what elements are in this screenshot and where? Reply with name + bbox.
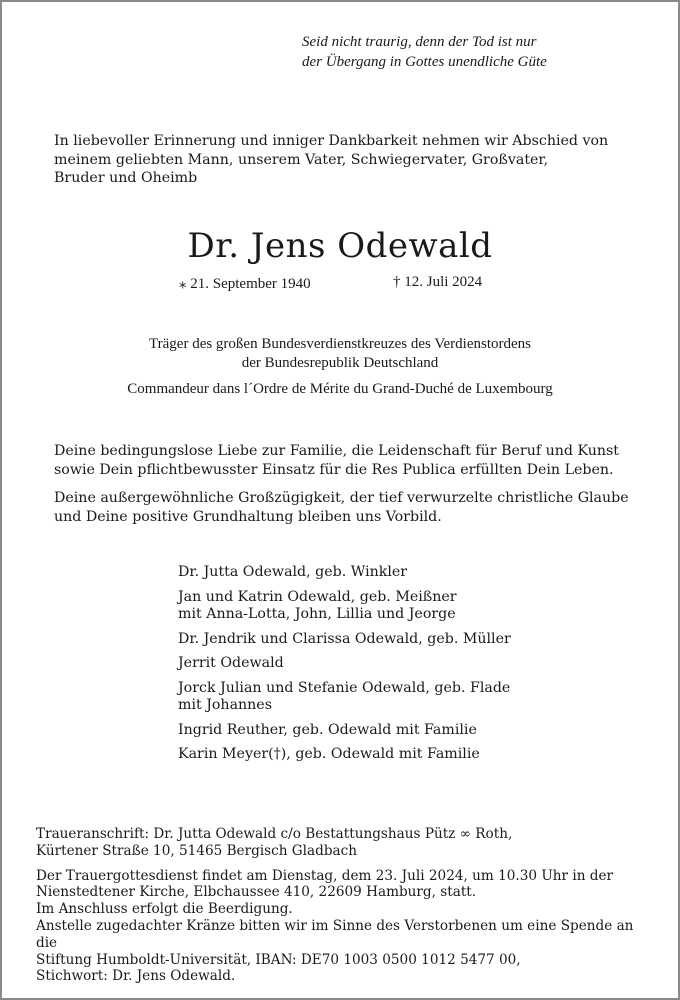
honors-block [2, 335, 678, 399]
mourner-line: Ingrid Reuther, geb. Odewald mit Familie [178, 721, 477, 738]
mourner-entry [178, 680, 598, 715]
mourner-line: Jerrit Odewald [178, 655, 284, 671]
motto-quote [302, 32, 647, 72]
motto-line: der Übergang in Gottes unendliche Güte [302, 54, 547, 70]
mourner-entry [178, 631, 598, 649]
intro-text [54, 132, 654, 188]
tribute-line: Deine bedingungslose Liebe zur Familie, die Leidenschaft für Beruf und Kunst [54, 443, 620, 459]
funeral-details [36, 826, 656, 985]
motto-line: Seid nicht traurig, denn der Tod ist nur [302, 34, 537, 50]
mourner-entry [178, 589, 598, 624]
mourner-line: mit Johannes [178, 697, 272, 713]
tribute-line: sowie Dein pflichtbewusster Einsatz für die Res Publica erfüllten Dein Leben. [54, 462, 614, 478]
tribute-line: Deine außergewöhnliche Großzügigkeit, der tief verwurzelte christliche Glaube [54, 490, 629, 506]
mourner-entry [178, 746, 598, 764]
honor-line: der Bundesrepublik Deutschland [241, 355, 439, 371]
donation-line: Stichwort: Dr. Jens Odewald. [36, 968, 236, 985]
mourner-line: Dr. Jutta Odewald, geb. Winkler [178, 564, 408, 580]
service-line: Der Trauergottesdienst findet am Dienstag, dem 23. Juli 2024, um 10.30 Uhr in der [36, 867, 614, 884]
mourners-list [178, 564, 598, 771]
mourner-line: mit Anna-Lotta, John, Lillia und Jeorge [178, 606, 456, 622]
mourner-entry [178, 722, 598, 740]
mourner-line: Jorck Julian und Stefanie Odewald, geb. Flade [178, 679, 511, 696]
donation-line: Stiftung Humboldt-Universität, IBAN: DE70 1003 0500 1012 5477 00, [36, 951, 521, 968]
mourner-entry [178, 655, 598, 673]
death-date: † 12. Juli 2024 [393, 274, 483, 290]
spacer [36, 860, 656, 868]
mourner-line: Karin Meyer(†), geb. Odewald mit Familie [178, 746, 480, 762]
address-line: Traueranschrift: Dr. Jutta Odewald c/o Bestattungshaus Pütz ∞ Roth, [36, 826, 513, 842]
mourner-line: Jan und Katrin Odewald, geb. Meißner [178, 588, 457, 605]
honor-line: Commandeur dans l´Ordre de Mérite du Grand-Duché de Luxembourg [127, 381, 553, 397]
tribute-paragraph [54, 442, 664, 480]
intro-line: meinem geliebten Mann, unserem Vater, Schwiegervater, Großvater, [54, 151, 549, 168]
mourner-entry [178, 564, 598, 582]
tribute-paragraph [54, 489, 664, 527]
intro-line: Bruder und Oheimb [54, 170, 198, 186]
mourner-line: Dr. Jendrik und Clarissa Odewald, geb. Müller [178, 630, 511, 647]
address-line: Kürtener Straße 10, 51465 Bergisch Gladbach [36, 842, 357, 859]
intro-line: In liebevoller Erinnerung und inniger Dankbarkeit nehmen wir Abschied von [54, 133, 609, 149]
service-line: Im Anschluss erfolgt die Beerdigung. [36, 901, 293, 918]
service-line: Nienstedtener Kirche, Elbchaussee 410, 22609 Hamburg, statt. [36, 884, 477, 901]
tribute-line: und Deine positive Grundhaltung bleiben uns Vorbild. [54, 509, 442, 525]
donation-line: Anstelle zugedachter Kränze bitten wir im Sinne des Verstorbenen um eine Spende an die [36, 917, 634, 951]
deceased-name: Dr. Jens Odewald [187, 226, 493, 266]
birth-date: ⁎ 21. September 1940 [179, 276, 311, 292]
honor-line: Träger des großen Bundesverdienstkreuzes des Verdienstordens [149, 336, 531, 352]
